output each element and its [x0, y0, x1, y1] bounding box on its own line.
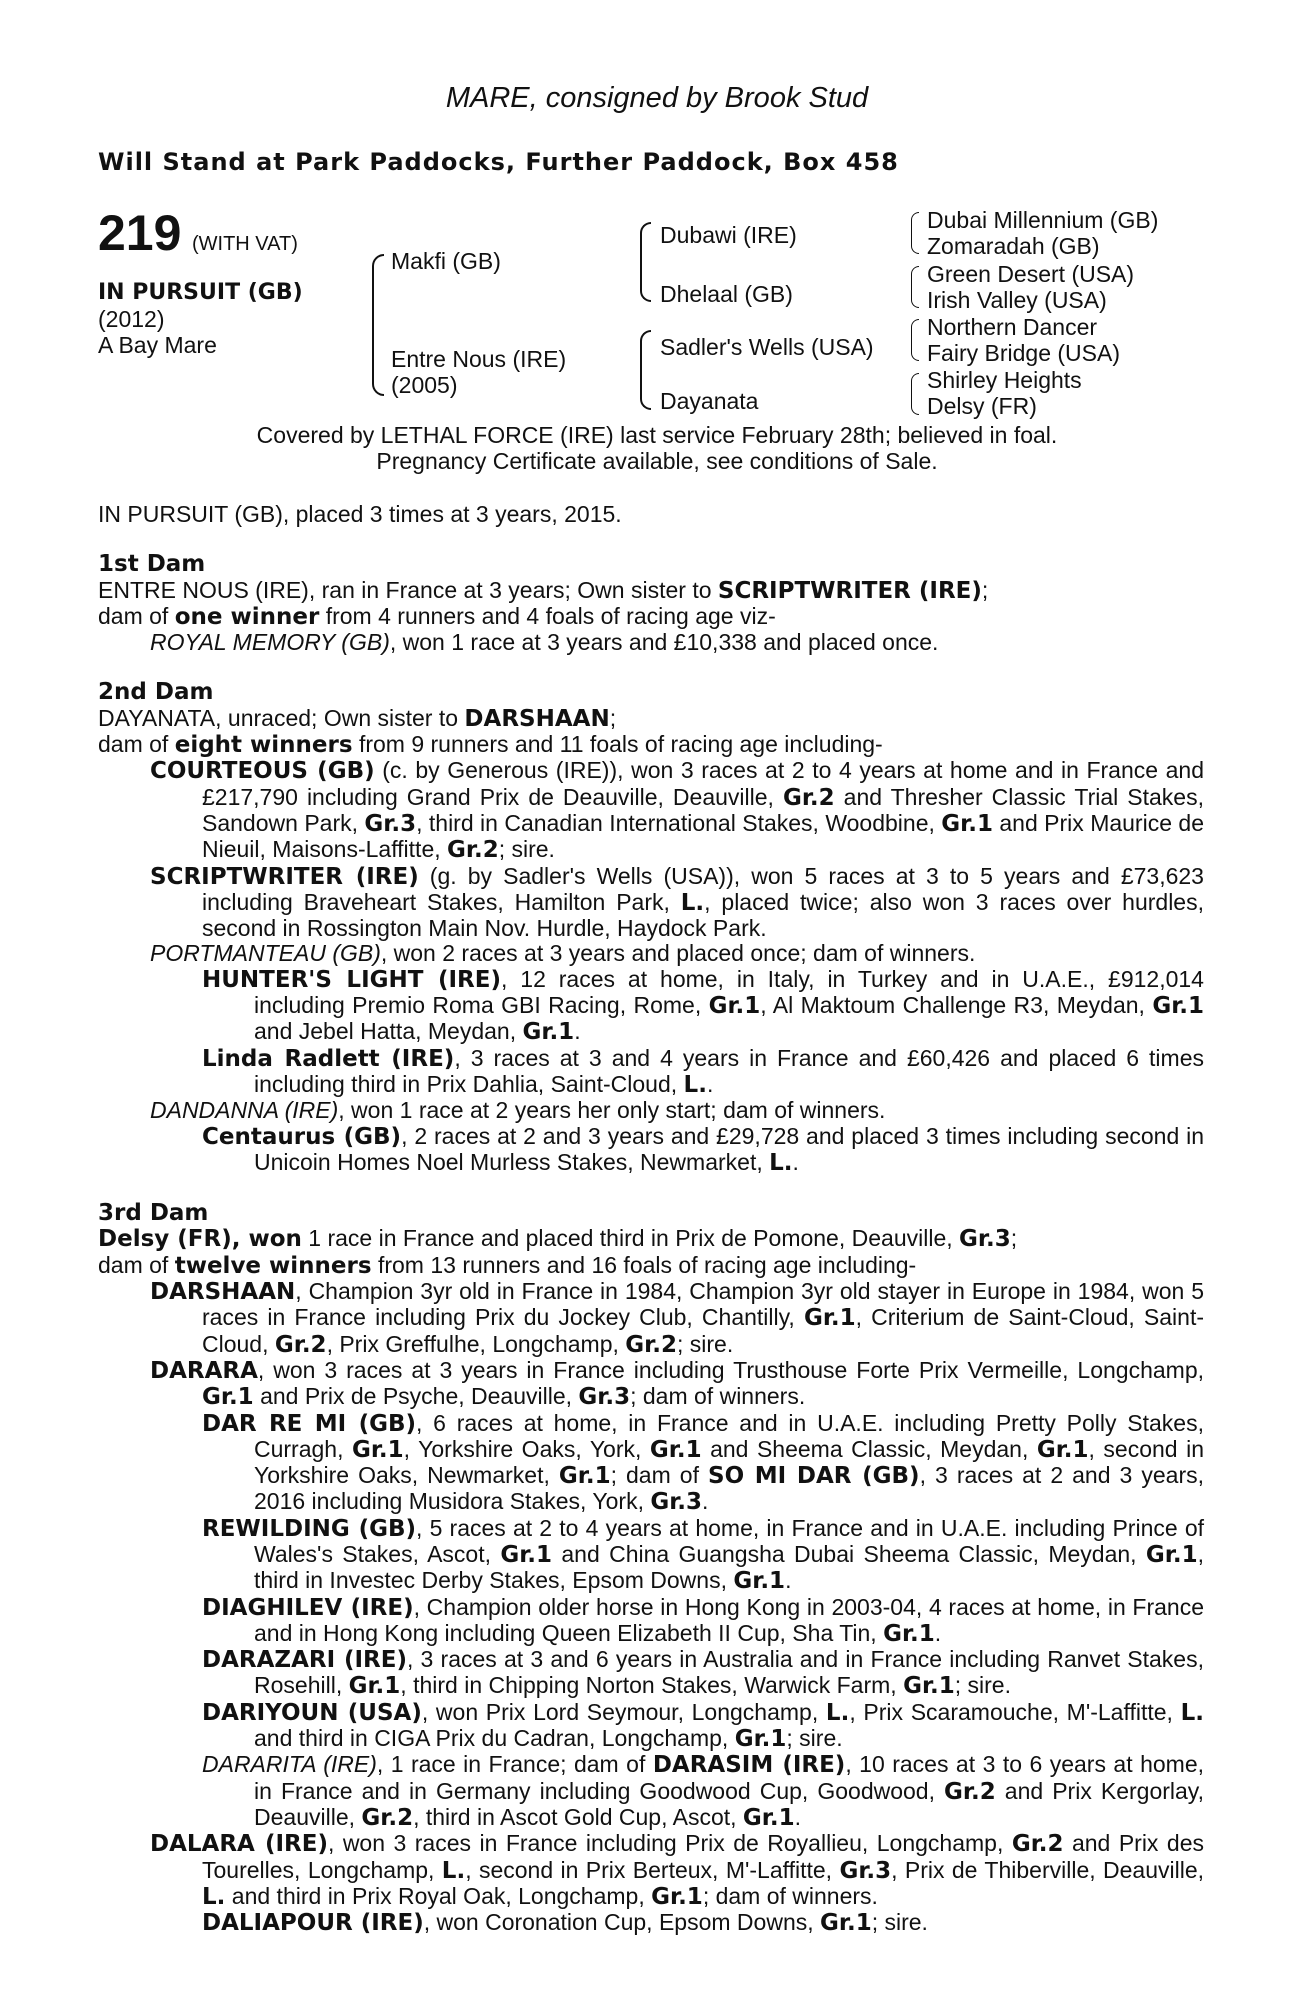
- pedigree-sire-dam: Dhelaal (GB): [660, 281, 793, 307]
- brace-g3-2: [911, 266, 919, 308]
- pedigree-sire: Makfi (GB): [391, 248, 501, 274]
- covering-line-2: Pregnancy Certificate available, see conditions of Sale.: [376, 448, 938, 474]
- horse-year: (2012): [98, 306, 165, 332]
- pedigree-g2: Zomaradah (GB): [927, 233, 1100, 259]
- produce-entry-linda-radlett: Linda Radlett (IRE), 3 races at 3 and 4 years in France and £60,426 and placed 6 times including third in Prix Dahlia, Saint-Cloud, L..: [202, 1044, 1204, 1098]
- stand-info: Will Stand at Park Paddocks, Further Paddock, Box 458: [98, 148, 899, 176]
- produce-entry-dar-re-mi: DAR RE MI (GB), 6 races at home, in France and in U.A.E. including Pretty Polly Stakes, Curragh, Gr.1, Yorkshire Oaks, York, Gr.1 and Sheema Classic, Meydan, Gr.1, second in Yorkshire Oaks, Newmarket, Gr.1; dam of SO MI DAR (GB), 3 races at 2 and 3 years, 2016 including Musidora Stakes, York, Gr.3.: [202, 1409, 1205, 1516]
- second-dam-heading: 2nd Dam: [98, 679, 214, 706]
- covering-line-1: Covered by LETHAL FORCE (IRE) last service February 28th; believed in foal.: [256, 422, 1058, 448]
- produce-entry-rewilding: REWILDING (GB), 5 races at 2 to 4 years at home, in France and in U.A.E. including Prince of Wales's Stakes, Ascot, Gr.1 and China Guangsha Dubai Sheema Classic, Meydan, Gr.1, third in Investec Derby Stakes, Epsom Downs, Gr.1.: [202, 1514, 1205, 1595]
- first-dam-heading: 1st Dam: [98, 551, 206, 578]
- produce-entry-dariyoun: DARIYOUN (USA), won Prix Lord Seymour, Longchamp, L., Prix Scaramouche, M'-Laffitte, L. and third in CIGA Prix du Cadran, Longchamp, Gr.1; sire.: [202, 1698, 1204, 1753]
- produce-entry-centaurus: Centaurus (GB), 2 races at 2 and 3 years and £29,728 and placed 3 times including second in Unicoin Homes Noel Murless Stakes, Newmarket, L..: [202, 1122, 1205, 1176]
- second-dam-intro: DAYANATA, unraced; Own sister to DARSHAAN;: [98, 704, 617, 732]
- produce-entry-darazari: DARAZARI (IRE), 3 races at 3 and 6 years in Australia and in France including Ranvet Stakes, Rosehill, Gr.1, third in Chipping Norton Stakes, Warwick Farm, Gr.1; sire.: [202, 1646, 1204, 1700]
- produce-entry-dararita: DARARITA (IRE), 1 race in France; dam of DARASIM (IRE), 10 races at 3 to 6 years at home, in France and in Germany including Goodwood Cup, Goodwood, Gr.2 and Prix Kergorlay, Deauville, Gr.2, third in Ascot Gold Cup, Ascot, Gr.1.: [202, 1751, 1204, 1831]
- produce-entry-darara: DARARA, won 3 races at 3 years in France including Trusthouse Forte Prix Vermeille, Longchamp, Gr.1 and Prix de Psyche, Deauville, Gr.3; dam of winners.: [150, 1356, 1204, 1411]
- page-header-title: MARE, consigned by Brook Stud: [445, 82, 869, 114]
- third-dam-heading: 3rd Dam: [98, 1200, 209, 1227]
- pedigree-dam-dam: Dayanata: [660, 388, 759, 414]
- summary-line: IN PURSUIT (GB), placed 3 times at 3 years, 2015.: [98, 501, 622, 527]
- produce-entry-scriptwriter: SCRIPTWRITER (IRE) (g. by Sadler's Wells (USA)), won 5 races at 3 to 5 years and £73,623 including Braveheart Stakes, Hamilton Park, L., placed twice; also won 3 races over hurdles, second in Rossington Main Nov. Hurdle, Haydock Park.: [150, 862, 1204, 942]
- second-dam-produce: dam of eight winners from 9 runners and 11 foals of racing age including-: [98, 731, 883, 759]
- produce-entry-courteous: COURTEOUS (GB) (c. by Generous (IRE)), won 3 races at 2 to 4 years at home and in France and £217,790 including Grand Prix de Deauville, Deauville, Gr.2 and Thresher Classic Trial Stakes, Sandown Park, Gr.3, third in Canadian International Stakes, Woodbine, Gr.1 and Prix Maurice de Nieuil, Maisons-Laffitte, Gr.2; sire.: [150, 757, 1205, 864]
- pedigree-g1: Dubai Millennium (GB): [927, 207, 1159, 233]
- brace-g3-3: [911, 319, 919, 361]
- brace-dam-line: [640, 330, 651, 410]
- third-dam-intro: Delsy (FR), won 1 race in France and placed third in Prix de Pomone, Deauville, Gr.3;: [98, 1225, 1018, 1253]
- produce-entry-darshaan: DARSHAAN, Champion 3yr old in France in 1984, Champion 3yr old stayer in Europe in 1984, won 5 races in France including Prix du Jockey Club, Chantilly, Gr.1, Criterium de Saint-Cloud, Saint-Cloud, Gr.2, Prix Greffulhe, Longchamp, Gr.2; sire.: [150, 1278, 1204, 1358]
- pedigree-g5: Northern Dancer: [927, 314, 1098, 340]
- produce-entry-dandanna: DANDANNA (IRE), won 1 race at 2 years her only start; dam of winners.: [150, 1097, 886, 1124]
- first-dam-foal: ROYAL MEMORY (GB), won 1 race at 3 years and £10,338 and placed once.: [150, 629, 939, 656]
- pedigree-sire-sire: Dubawi (IRE): [660, 222, 797, 248]
- pedigree-dam-year: (2005): [391, 372, 458, 398]
- pedigree-dam-sire: Sadler's Wells (USA): [660, 334, 874, 360]
- produce-entry-hunters-light: HUNTER'S LIGHT (IRE), 12 races at home, in Italy, in Turkey and in U.A.E., £912,014 including Premio Roma GBI Racing, Rome, Gr.1, Al Maktoum Challenge R3, Meydan, Gr.1 and Jebel Hatta, Meydan, Gr.1.: [202, 965, 1204, 1046]
- horse-description: A Bay Mare: [98, 332, 217, 358]
- brace-g3-4: [911, 373, 919, 415]
- lot-number: 219: [98, 205, 182, 261]
- brace-generation-1: [372, 254, 384, 396]
- pedigree-g7: Shirley Heights: [927, 367, 1082, 393]
- pedigree-g4: Irish Valley (USA): [927, 287, 1107, 313]
- produce-entry-diaghilev: DIAGHILEV (IRE), Champion older horse in Hong Kong in 2003-04, 4 races at home, in France and in Hong Kong including Queen Elizabeth II Cup, Sha Tin, Gr.1.: [202, 1593, 1204, 1647]
- produce-entry-dalara: DALARA (IRE), won 3 races in France including Prix de Royallieu, Longchamp, Gr.2 and Prix des Tourelles, Longchamp, L., second in Prix Berteux, M'-Laffitte, Gr.3, Prix de Thiberville, Deauville, L. and third in Prix Royal Oak, Longchamp, Gr.1; dam of winners.: [150, 1830, 1205, 1910]
- vat-label: (WITH VAT): [192, 233, 298, 255]
- horse-name: IN PURSUIT (GB): [98, 280, 303, 305]
- produce-entry-daliapour: DALIAPOUR (IRE), won Coronation Cup, Epsom Downs, Gr.1; sire.: [202, 1909, 928, 1937]
- pedigree-g8: Delsy (FR): [927, 393, 1037, 419]
- third-dam-produce: dam of twelve winners from 13 runners and 16 foals of racing age including-: [98, 1251, 917, 1279]
- pedigree-dam: Entre Nous (IRE): [391, 346, 567, 372]
- brace-g3-1: [911, 212, 919, 254]
- pedigree-g6: Fairy Bridge (USA): [927, 340, 1120, 366]
- produce-record: [98, 502, 1204, 1936]
- first-dam-produce: dam of one winner from 4 runners and 4 foals of racing age viz-: [98, 602, 776, 630]
- pedigree-g3: Green Desert (USA): [927, 261, 1135, 287]
- brace-sire-line: [640, 222, 651, 302]
- produce-entry-portmanteau: PORTMANTEAU (GB), won 2 races at 3 years and placed once; dam of winners.: [150, 940, 976, 967]
- first-dam-intro: ENTRE NOUS (IRE), ran in France at 3 years; Own sister to SCRIPTWRITER (IRE);: [98, 576, 989, 604]
